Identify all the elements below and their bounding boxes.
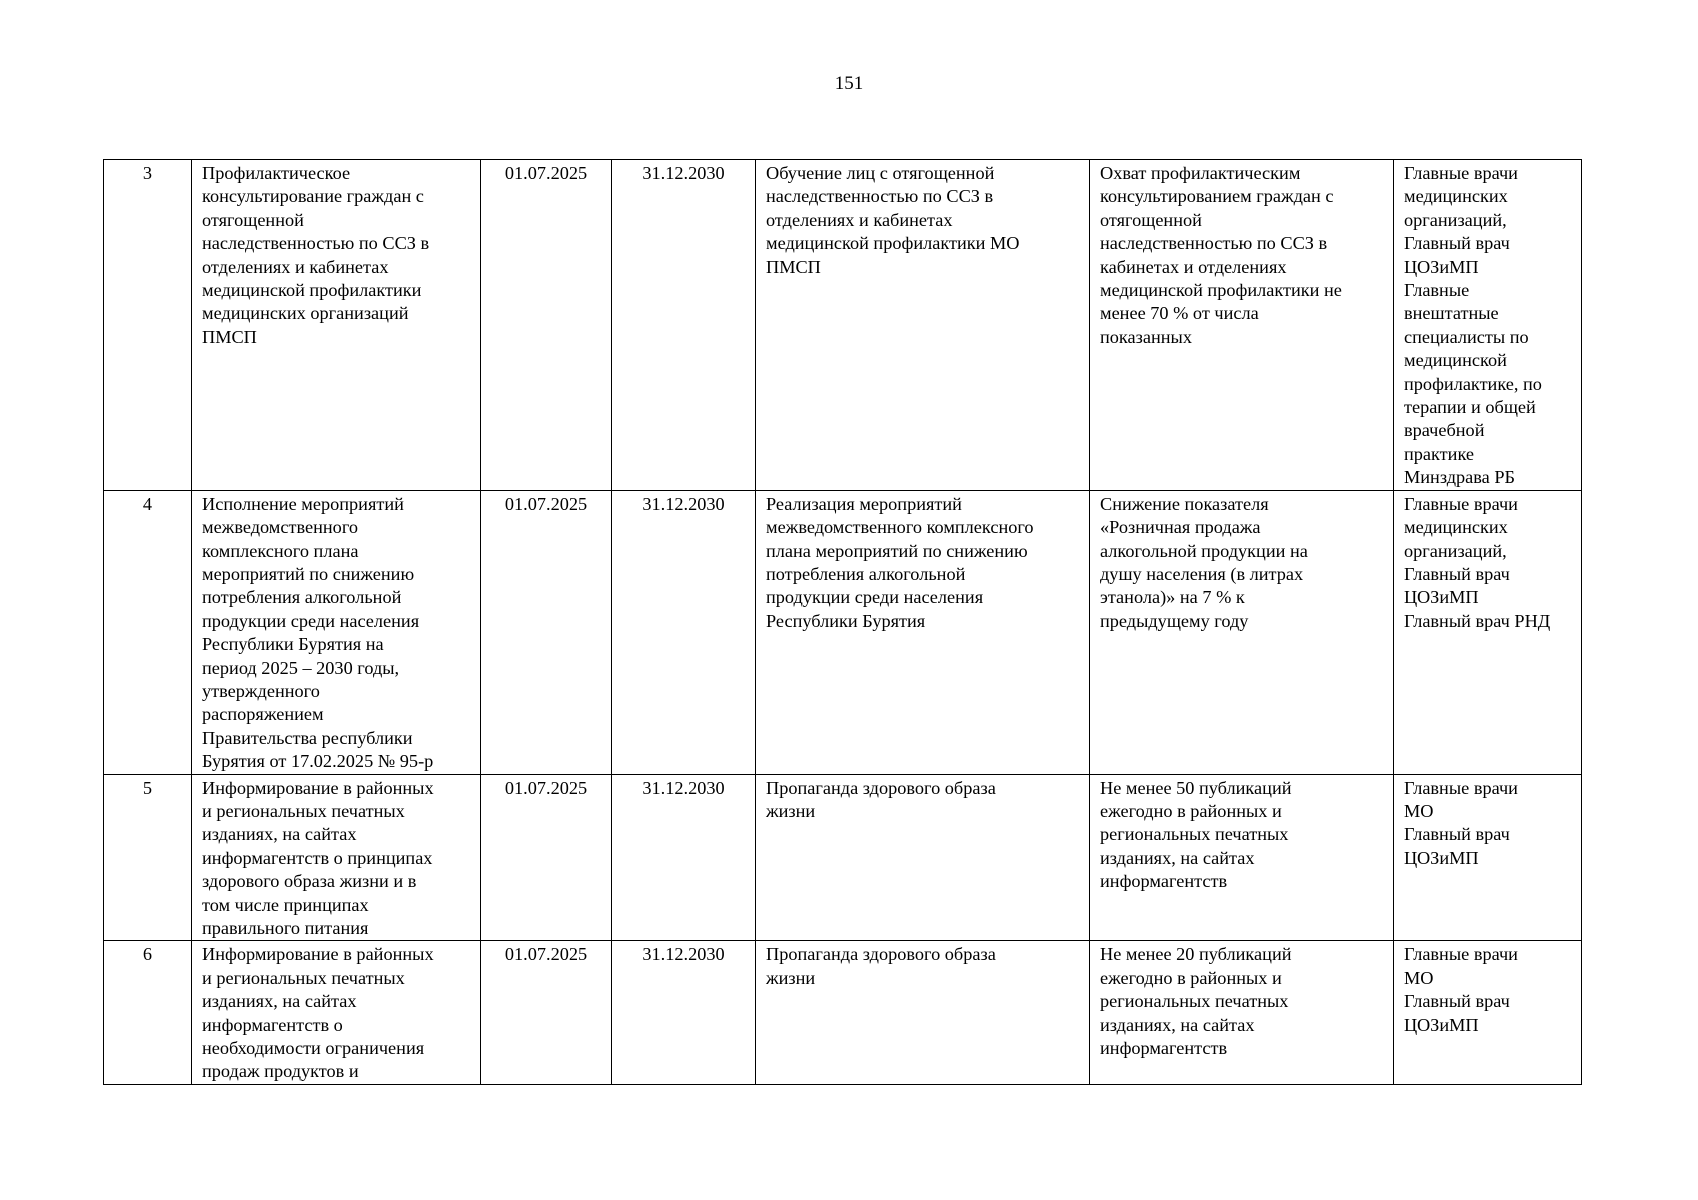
page-number: 151 [834, 73, 864, 94]
target-indicator: Снижение показателя «Розничная продажа алкогольной продукции на душу населения (в литрах этанола)» на 7 % к предыдущему году [1090, 490, 1394, 774]
activity-name: Профилактическое консультирование граждан с отягощенной наследственностью по ССЗ в отделениях и кабинетах медицинской профилактики медицинских организаций ПМСП [192, 160, 481, 491]
activity-name: Информирование в районных и региональных печатных изданиях, на сайтах информагентств о необходимости ограничения продаж продуктов и [192, 941, 481, 1084]
target-indicator: Не менее 50 публикаций ежегодно в районных и региональных печатных изданиях, на сайтах информагентств [1090, 774, 1394, 941]
row-number: 5 [104, 774, 192, 941]
table-row [104, 774, 1582, 941]
end-date: 31.12.2030 [612, 941, 756, 1084]
activity-name: Исполнение мероприятий межведомственного комплексного плана мероприятий по снижению потребления алкогольной продукции среди населения Республики Бурятия на период 2025 – 2030 годы, утвержденного распоряжением Правительства республики Бурятия от 17.02.2025 № 95-р [192, 490, 481, 774]
responsible-executors: Главные врачи МО Главный врач ЦОЗиМП [1394, 774, 1582, 941]
end-date: 31.12.2030 [612, 774, 756, 941]
table-row [104, 160, 1582, 491]
responsible-executors: Главные врачи медицинских организаций, Главный врач ЦОЗиМП Главный врач РНД [1394, 490, 1582, 774]
start-date: 01.07.2025 [481, 774, 612, 941]
expected-result: Пропаганда здорового образа жизни [756, 941, 1090, 1084]
responsible-executors: Главные врачи МО Главный врач ЦОЗиМП [1394, 941, 1582, 1084]
target-indicator: Не менее 20 публикаций ежегодно в районных и региональных печатных изданиях, на сайтах информагентств [1090, 941, 1394, 1084]
expected-result: Реализация мероприятий межведомственного комплексного плана мероприятий по снижению потребления алкогольной продукции среди населения Республики Бурятия [756, 490, 1090, 774]
expected-result: Обучение лиц с отягощенной наследственностью по ССЗ в отделениях и кабинетах медицинской профилактики МО ПМСП [756, 160, 1090, 491]
row-number: 4 [104, 490, 192, 774]
row-number: 3 [104, 160, 192, 491]
end-date: 31.12.2030 [612, 160, 756, 491]
end-date: 31.12.2030 [612, 490, 756, 774]
target-indicator: Охват профилактическим консультированием граждан с отягощенной наследственностью по ССЗ в кабинетах и отделениях медицинской профилактики не менее 70 % от числа показанных [1090, 160, 1394, 491]
row-number: 6 [104, 941, 192, 1084]
start-date: 01.07.2025 [481, 490, 612, 774]
start-date: 01.07.2025 [481, 941, 612, 1084]
activity-name: Информирование в районных и региональных печатных изданиях, на сайтах информагентств о принципах здорового образа жизни и в том числе принципах правильного питания [192, 774, 481, 941]
expected-result: Пропаганда здорового образа жизни [756, 774, 1090, 941]
start-date: 01.07.2025 [481, 160, 612, 491]
table-row [104, 490, 1582, 774]
activity-plan-table [103, 159, 1582, 1085]
table-row [104, 941, 1582, 1084]
responsible-executors: Главные врачи медицинских организаций, Главный врач ЦОЗиМП Главные внештатные специалисты по медицинской профилактике, по терапии и общей врачебной практике Минздрава РБ [1394, 160, 1582, 491]
